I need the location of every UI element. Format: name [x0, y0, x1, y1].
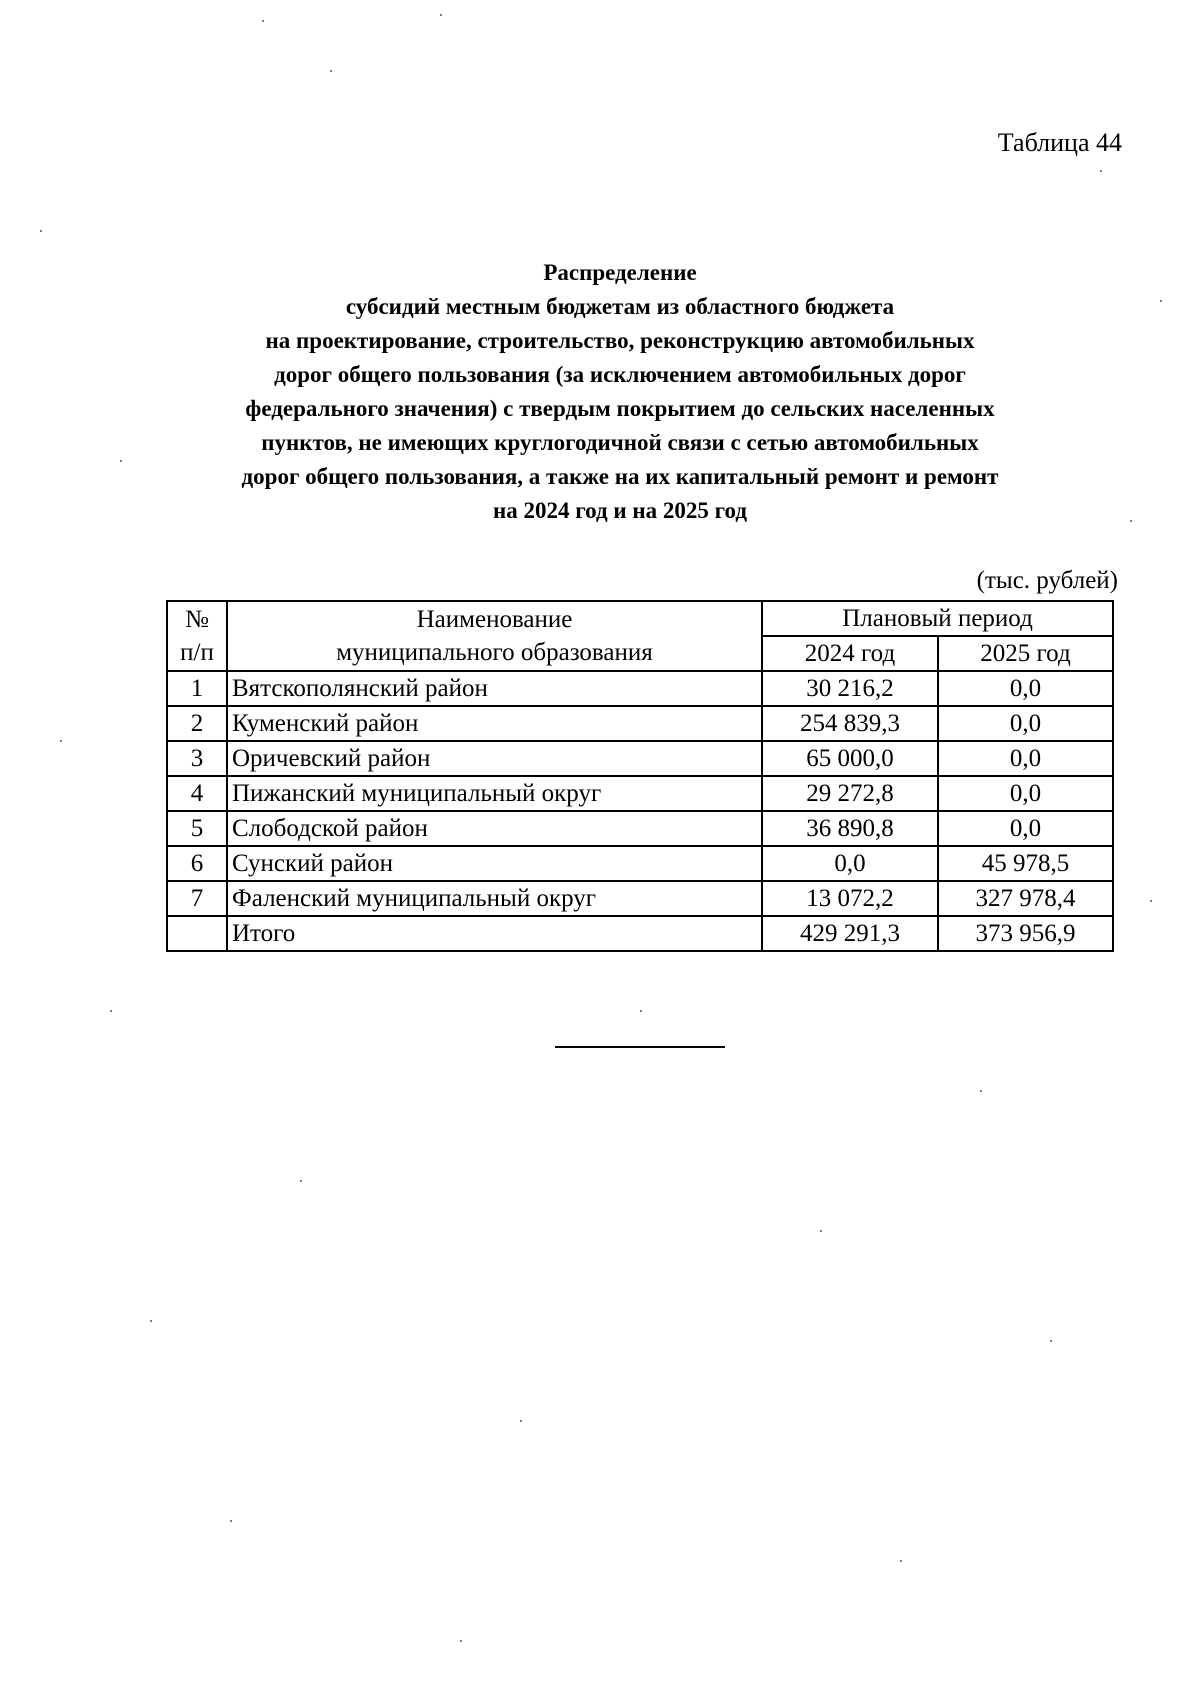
title-line: дорог общего пользования (за исключением автомобильных дорог [274, 362, 966, 387]
row-number: 4 [167, 776, 227, 811]
table-header-row [167, 601, 1113, 636]
total-number-cell [167, 916, 227, 951]
title-line: на проектирование, строительство, реконструкцию автомобильных [265, 328, 975, 353]
row-value-2025: 327 978,4 [938, 881, 1113, 916]
row-value-2024: 13 072,2 [762, 881, 938, 916]
header-name-line1: Наименование [416, 606, 573, 633]
row-value-2025: 0,0 [938, 706, 1113, 741]
header-period: Плановый период [762, 601, 1113, 636]
table-row [167, 846, 1113, 881]
title-line: дорог общего пользования, а также на их капитальный ремонт и ремонт [241, 464, 999, 489]
header-number-line2: п/п [180, 639, 214, 666]
title-line: пунктов, не имеющих круглогодичной связи с сетью автомобильных [261, 430, 979, 455]
row-value-2025: 0,0 [938, 811, 1113, 846]
title-line: Распределение [543, 260, 697, 285]
row-value-2025: 0,0 [938, 776, 1113, 811]
row-value-2024: 254 839,3 [762, 706, 938, 741]
header-year-2024: 2024 год [762, 636, 938, 671]
row-value-2025: 45 978,5 [938, 846, 1113, 881]
table-row [167, 776, 1113, 811]
title-line: субсидий местным бюджетам из областного бюджета [345, 294, 895, 319]
row-value-2025: 0,0 [938, 741, 1113, 776]
table-row [167, 811, 1113, 846]
row-name: Фаленский муниципальный округ [227, 881, 762, 916]
row-number: 1 [167, 671, 227, 706]
row-value-2024: 29 272,8 [762, 776, 938, 811]
row-name: Куменский район [227, 706, 762, 741]
row-number: 2 [167, 706, 227, 741]
header-name-line2: муниципального образования [336, 639, 653, 666]
table-row [167, 706, 1113, 741]
total-value-2024: 429 291,3 [762, 916, 938, 951]
row-name: Оричевский район [227, 741, 762, 776]
row-value-2024: 30 216,2 [762, 671, 938, 706]
subsidy-table [166, 600, 1114, 952]
table-row [167, 671, 1113, 706]
row-name: Вятскополянский район [227, 671, 762, 706]
header-year-2025: 2025 год [938, 636, 1113, 671]
total-label: Итого [227, 916, 762, 951]
table-row [167, 881, 1113, 916]
header-number [167, 601, 227, 671]
table-row [167, 741, 1113, 776]
row-number: 5 [167, 811, 227, 846]
total-value-2025: 373 956,9 [938, 916, 1113, 951]
row-number: 7 [167, 881, 227, 916]
document-title [150, 256, 1090, 528]
row-value-2024: 65 000,0 [762, 741, 938, 776]
row-value-2024: 36 890,8 [762, 811, 938, 846]
title-line: на 2024 год и на 2025 год [493, 498, 747, 523]
units-label: (тыс. рублей) [976, 567, 1118, 594]
table-number: Таблица 44 [997, 128, 1122, 157]
table-total-row [167, 916, 1113, 951]
row-number: 3 [167, 741, 227, 776]
header-name [227, 601, 762, 671]
row-name: Пижанский муниципальный округ [227, 776, 762, 811]
row-number: 6 [167, 846, 227, 881]
header-number-line1: № [185, 606, 209, 633]
row-value-2025: 0,0 [938, 671, 1113, 706]
end-rule [555, 1046, 725, 1048]
row-name: Сунский район [227, 846, 762, 881]
row-name: Слободской район [227, 811, 762, 846]
row-value-2024: 0,0 [762, 846, 938, 881]
title-line: федерального значения) с твердым покрытием до сельских населенных [245, 396, 995, 421]
